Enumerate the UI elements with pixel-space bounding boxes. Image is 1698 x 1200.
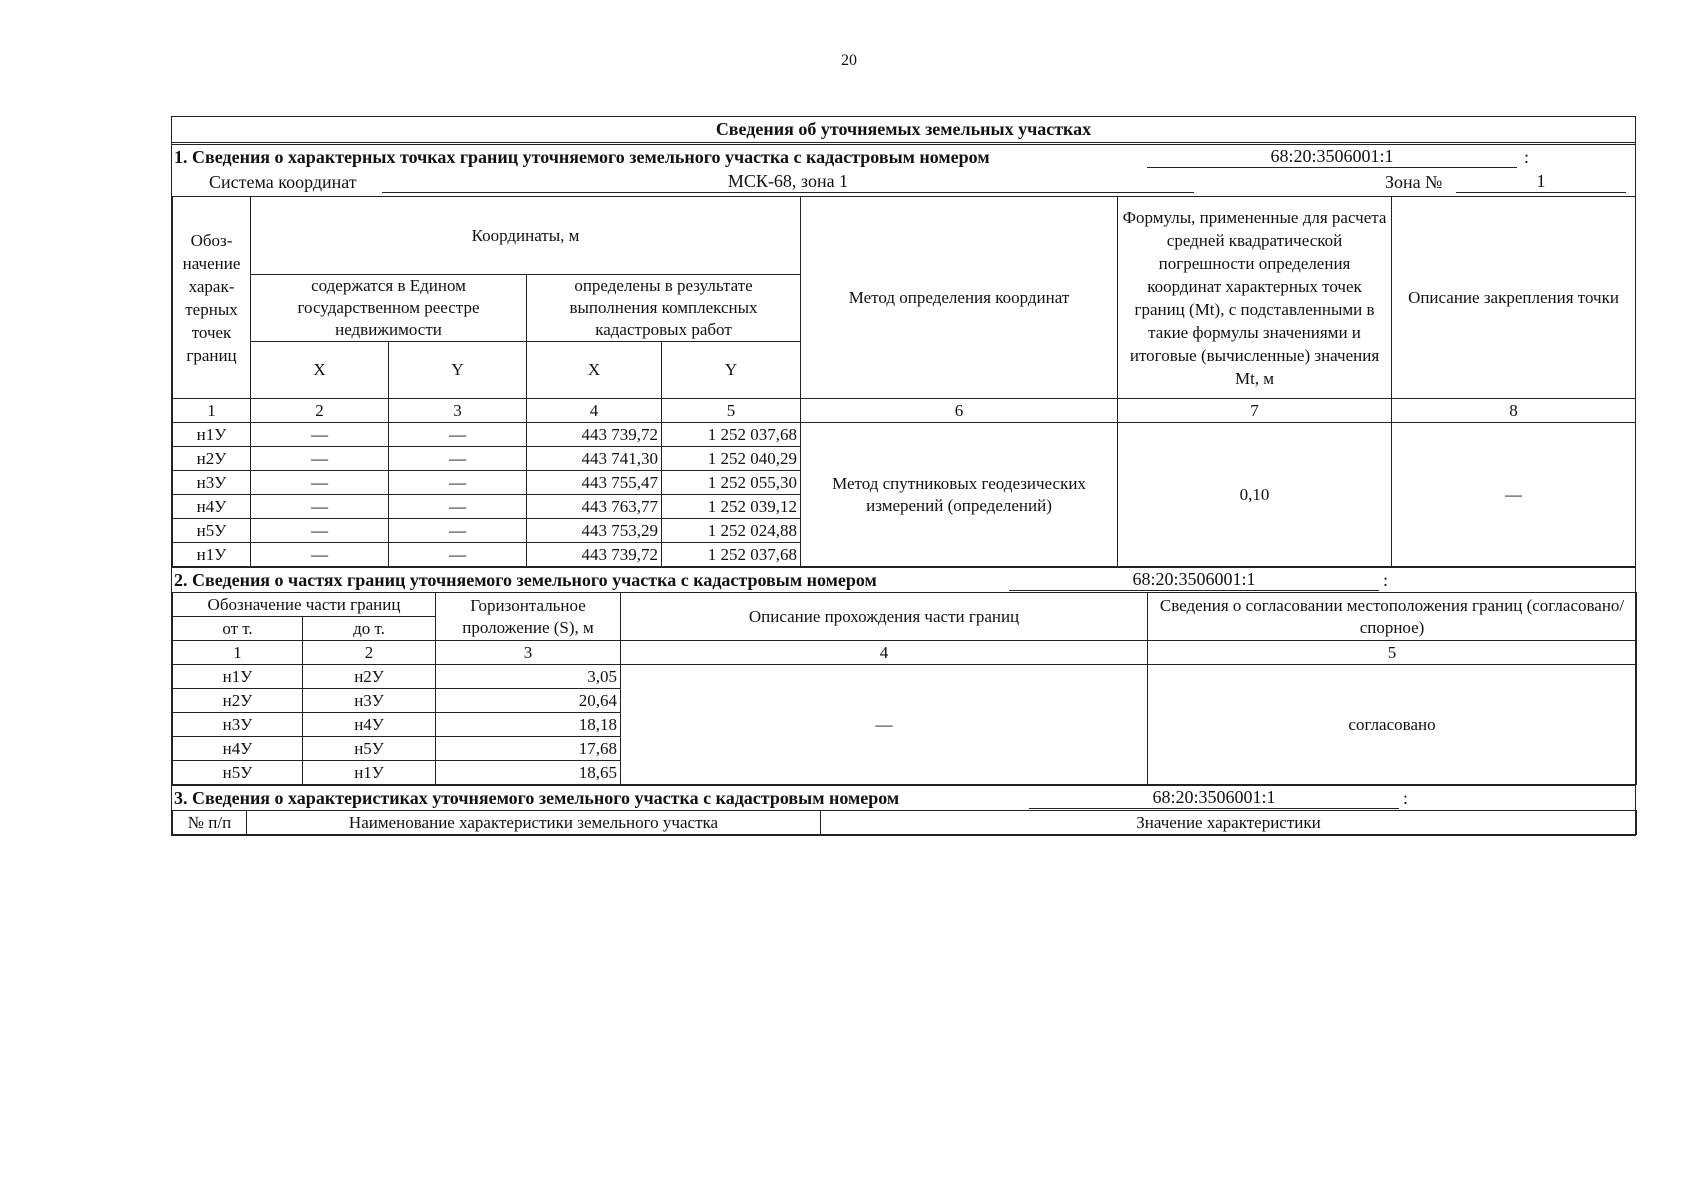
coord-y: 1 252 039,12	[662, 495, 801, 519]
description-value: —	[621, 665, 1148, 785]
registry-x: —	[251, 423, 389, 447]
header-formulas: Формулы, примененные для расчета средней квадратической погрешности определения координат характерных точек границ (Mt), с подставленными в такие формулы значениями и итоговые (вычисленные) значения Mt, м	[1118, 197, 1392, 399]
col-number: 1	[173, 641, 303, 665]
land-plot-document	[171, 116, 1636, 836]
registry-y: —	[389, 447, 527, 471]
method-value: Метод спутниковых геодезических измерений (определений)	[801, 423, 1118, 567]
col-number: 1	[173, 399, 251, 423]
section3-cadastral-number: 68:20:3506001:1	[1029, 787, 1399, 809]
coord-x: 443 739,72	[527, 423, 662, 447]
section2-cadastral-number: 68:20:3506001:1	[1009, 569, 1379, 591]
header-char-name: Наименование характеристики земельного участка	[247, 811, 821, 835]
document-title: Сведения об уточняемых земельных участках	[172, 117, 1635, 145]
agreement-value: согласовано	[1148, 665, 1637, 785]
header-from: от т.	[173, 617, 303, 641]
horizontal-distance: 18,65	[436, 761, 621, 785]
point-id: н4У	[173, 495, 251, 519]
coord-x: 443 741,30	[527, 447, 662, 471]
registry-x: —	[251, 495, 389, 519]
section2-colon: :	[1383, 570, 1389, 590]
section3-colon: :	[1403, 788, 1409, 808]
zone-label: Зона №	[1385, 172, 1443, 192]
point-id: н1У	[173, 543, 251, 567]
registry-x: —	[251, 519, 389, 543]
coord-y: 1 252 055,30	[662, 471, 801, 495]
horizontal-distance: 20,64	[436, 689, 621, 713]
col-number: 3	[389, 399, 527, 423]
section1-heading: 1. Сведения о характерных точках границ уточняемого земельного участка с кадастровым номером	[174, 147, 990, 167]
col-number: 4	[527, 399, 662, 423]
header-determined-y: Y	[662, 342, 801, 399]
characteristics-table	[172, 810, 1637, 835]
registry-y: —	[389, 519, 527, 543]
registry-x: —	[251, 543, 389, 567]
from-point: н1У	[173, 665, 303, 689]
header-char-value: Значение характеристики	[821, 811, 1637, 835]
col-number: 7	[1118, 399, 1392, 423]
section2-heading-row	[172, 567, 1635, 592]
coord-x: 443 763,77	[527, 495, 662, 519]
page-number: 20	[841, 52, 857, 69]
col-number: 4	[621, 641, 1148, 665]
header-number: № п/п	[173, 811, 247, 835]
col-number: 5	[1148, 641, 1637, 665]
registry-y: —	[389, 543, 527, 567]
point-id: н2У	[173, 447, 251, 471]
section3-heading: 3. Сведения о характеристиках уточняемого земельного участка с кадастровым номером	[174, 788, 900, 808]
col-number: 2	[303, 641, 436, 665]
coord-x: 443 739,72	[527, 543, 662, 567]
col-number: 8	[1392, 399, 1636, 423]
section3-heading-row	[172, 785, 1635, 810]
header-to: до т.	[303, 617, 436, 641]
header-designation: Обоз-начение харак-терных точек границ	[173, 197, 251, 399]
coordinate-system-row	[172, 169, 1635, 196]
point-id: н5У	[173, 519, 251, 543]
header-horizontal: Горизонтальное проложение (S), м	[436, 593, 621, 641]
to-point: н5У	[303, 737, 436, 761]
table-row	[173, 423, 1636, 447]
coord-y: 1 252 040,29	[662, 447, 801, 471]
col-number: 6	[801, 399, 1118, 423]
to-point: н4У	[303, 713, 436, 737]
col-number: 2	[251, 399, 389, 423]
coord-system-value: МСК-68, зона 1	[382, 170, 1194, 193]
col-number: 5	[662, 399, 801, 423]
fixing-value: —	[1392, 423, 1636, 567]
from-point: н4У	[173, 737, 303, 761]
mt-value: 0,10	[1118, 423, 1392, 567]
section1-colon: :	[1524, 147, 1530, 167]
header-registry-x: X	[251, 342, 389, 399]
coord-y: 1 252 037,68	[662, 423, 801, 447]
coord-x: 443 753,29	[527, 519, 662, 543]
header-coordinates: Координаты, м	[251, 197, 801, 275]
col-number: 3	[436, 641, 621, 665]
header-agreement: Сведения о согласовании местоположения границ (согласовано/спорное)	[1148, 593, 1637, 641]
point-id: н1У	[173, 423, 251, 447]
section2-heading: 2. Сведения о частях границ уточняемого земельного участка с кадастровым номером	[174, 570, 877, 590]
coord-y: 1 252 024,88	[662, 519, 801, 543]
header-fixing: Описание закрепления точки	[1392, 197, 1636, 399]
header-determined-x: X	[527, 342, 662, 399]
table-row	[173, 665, 1637, 689]
to-point: н3У	[303, 689, 436, 713]
to-point: н1У	[303, 761, 436, 785]
horizontal-distance: 18,18	[436, 713, 621, 737]
registry-x: —	[251, 471, 389, 495]
section1-heading-row	[172, 145, 1635, 169]
header-part-designation: Обозначение части границ	[173, 593, 436, 617]
from-point: н3У	[173, 713, 303, 737]
coord-system-label: Система координат	[209, 172, 357, 192]
header-method: Метод определения координат	[801, 197, 1118, 399]
points-table	[172, 196, 1636, 567]
registry-y: —	[389, 471, 527, 495]
header-in-registry: содержатся в Едином государственном реестре недвижимости	[251, 275, 527, 342]
boundary-parts-table	[172, 592, 1637, 785]
horizontal-distance: 17,68	[436, 737, 621, 761]
header-determined: определены в результате выполнения комплексных кадастровых работ	[527, 275, 801, 342]
coord-x: 443 755,47	[527, 471, 662, 495]
from-point: н2У	[173, 689, 303, 713]
header-registry-y: Y	[389, 342, 527, 399]
horizontal-distance: 3,05	[436, 665, 621, 689]
registry-y: —	[389, 423, 527, 447]
registry-y: —	[389, 495, 527, 519]
point-id: н3У	[173, 471, 251, 495]
zone-value: 1	[1456, 170, 1626, 193]
coord-y: 1 252 037,68	[662, 543, 801, 567]
header-description: Описание прохождения части границ	[621, 593, 1148, 641]
registry-x: —	[251, 447, 389, 471]
from-point: н5У	[173, 761, 303, 785]
section1-cadastral-number: 68:20:3506001:1	[1147, 146, 1517, 168]
to-point: н2У	[303, 665, 436, 689]
